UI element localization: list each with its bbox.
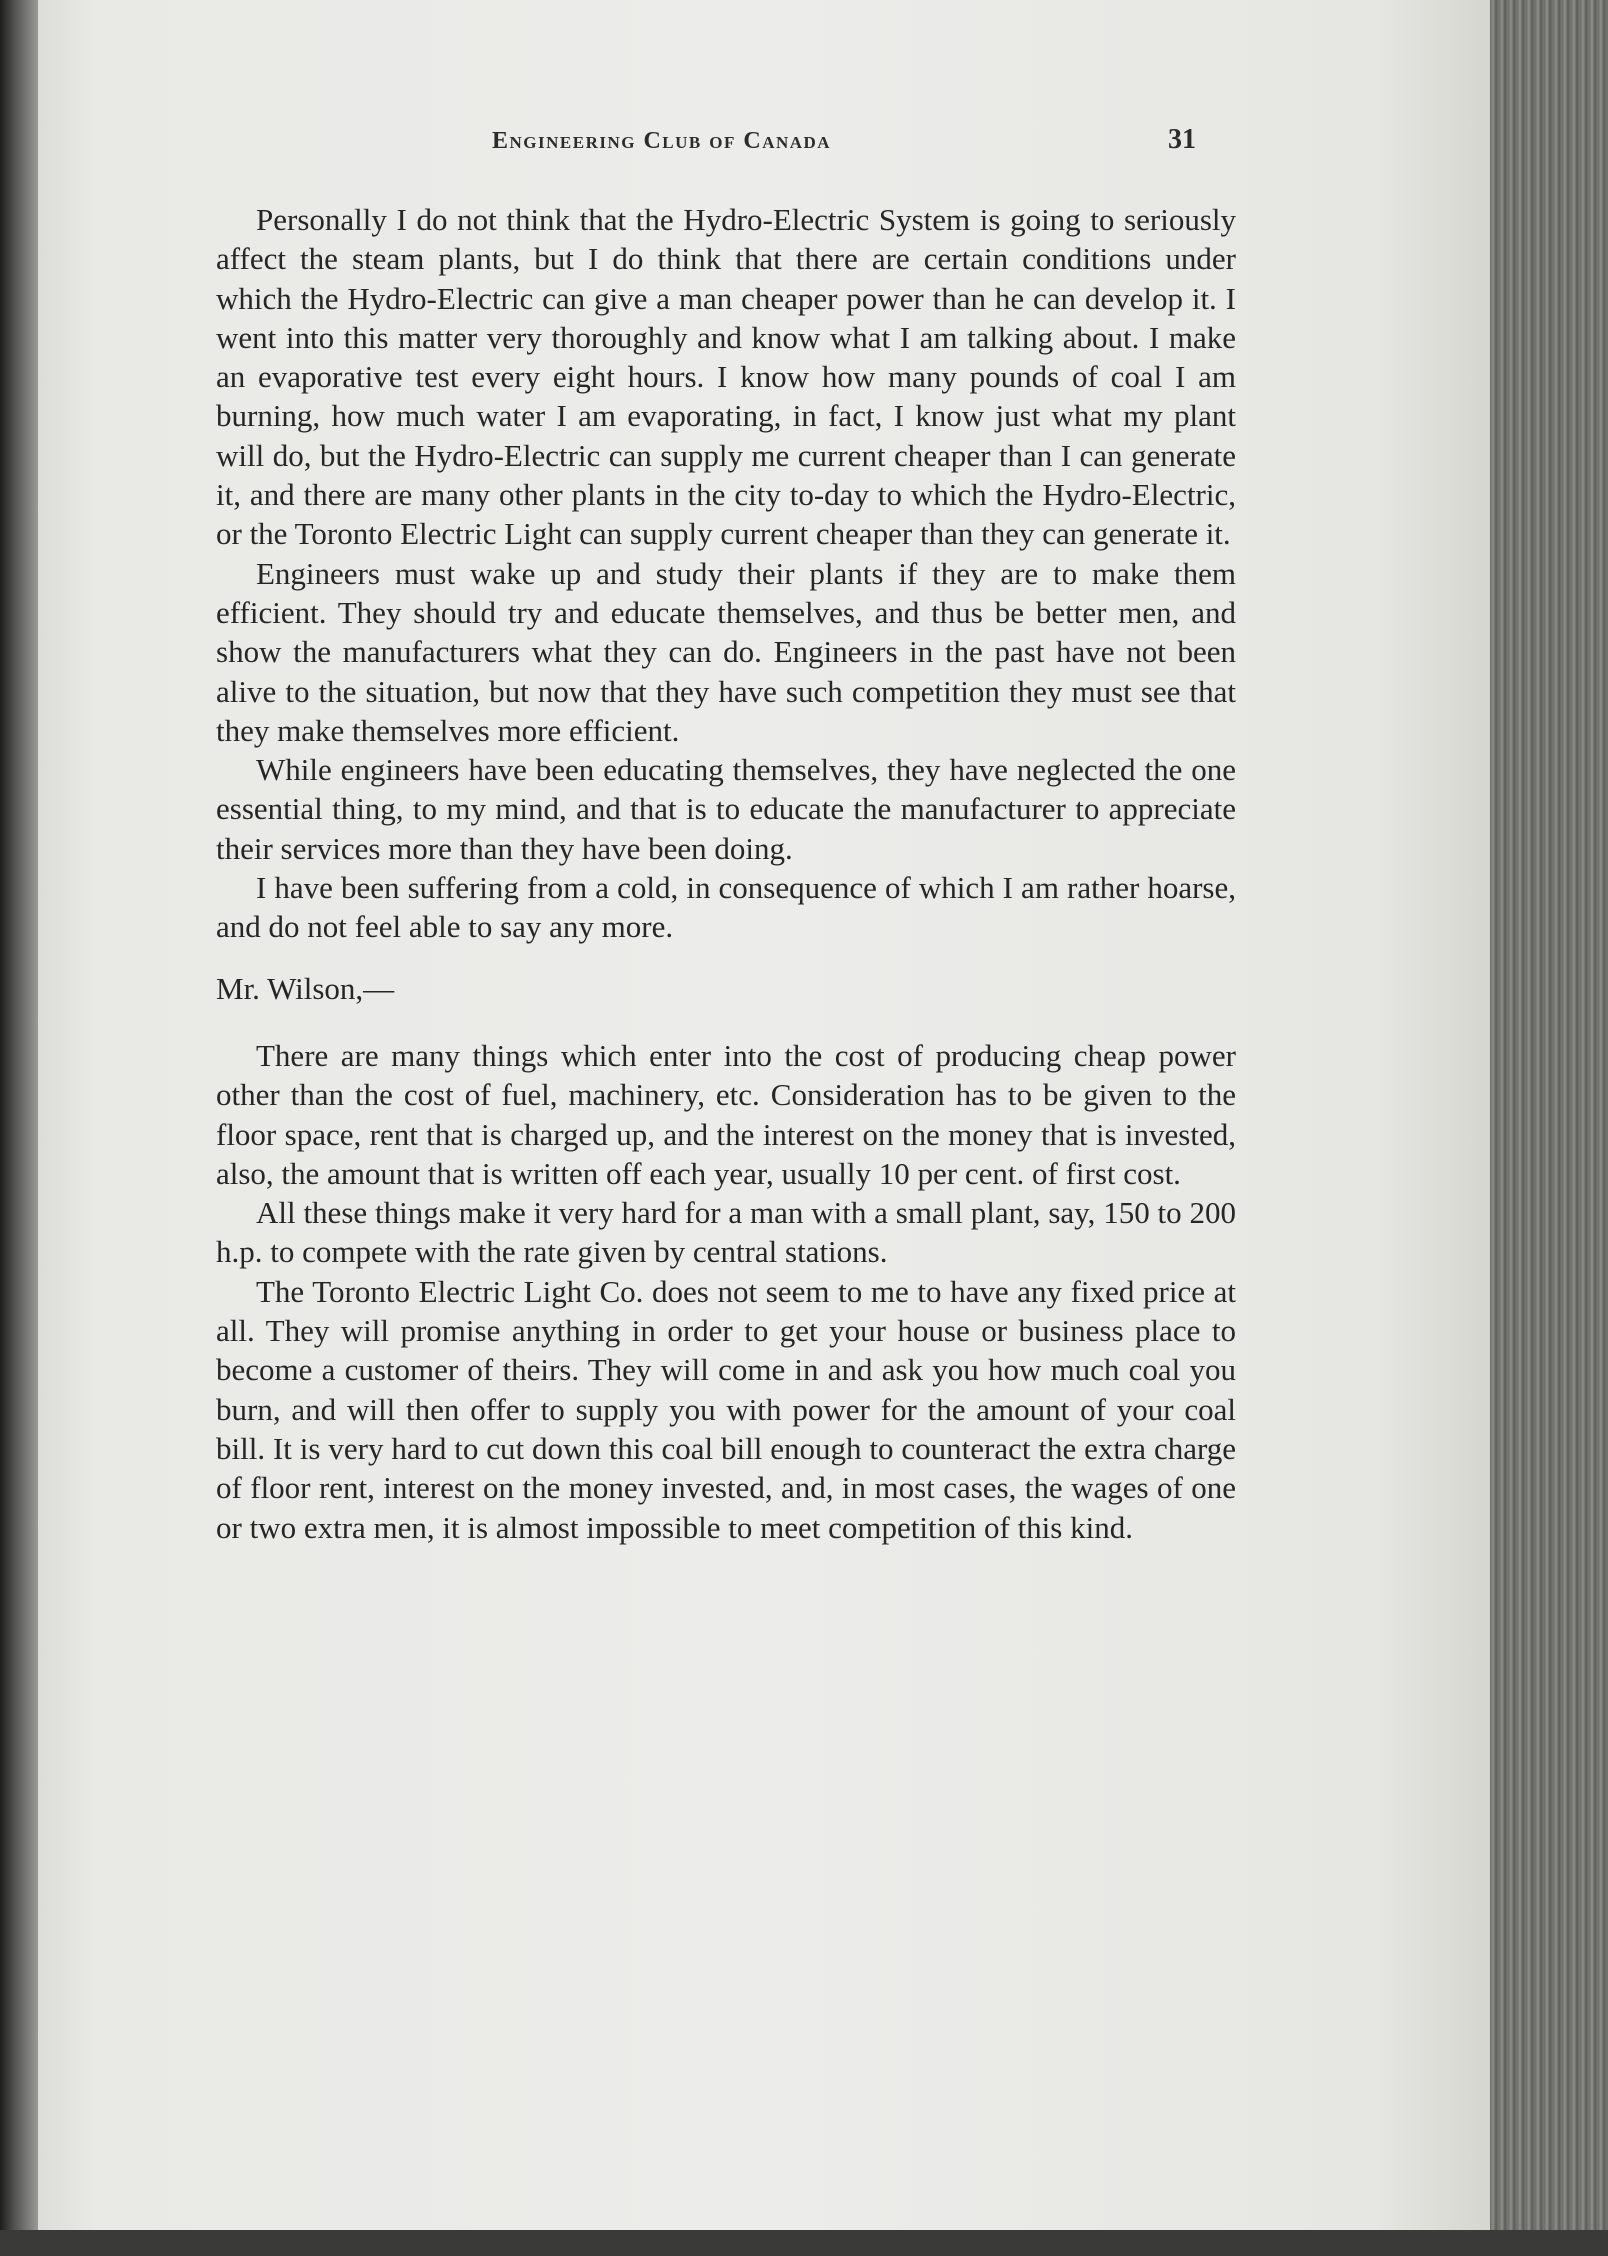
paragraph: There are many things which enter into the cost of producing cheap power other than the cost of fuel, machinery, etc. Consideration has to be given to the floor space, rent that is charged up, and the interest on the money that is invested, also, the amount that is written off each year, usually 10 per cent. of first cost. [216, 1037, 1236, 1191]
paragraph: Engineers must wake up and study their plants if they are to make them efficient. They should try and educate themselves, and thus be better men, and show the manufacturers what they can do. Engineers in the past have not been alive to the situation, but now that they have such competition they must see that they make themselves more efficient. [216, 555, 1236, 748]
paragraph: While engineers have been educating themselves, they have neglected the one essential thing, to my mind, and that is to educate the manufacturer to appreciate their services more than they have been doing. [216, 752, 1236, 866]
paragraph: Personally I do not think that the Hydro-Electric System is going to seriously affect the steam plants, but I do think that there are certain conditions under which the Hydro-Electric can give a man cheaper power than he can develop it. I went into this matter very thoroughly and know what I am talking about. I make an evaporative test every eight hours. I know how many pounds of coal I am burning, how much water I am evaporating, in fact, I know just what my plant will do, but the Hydro-Electric can supply me current cheaper than I can generate it, and there are many other plants in the city to-day to which the Hydro-Electric, or the Toronto Electric Light can supply current cheaper than they can generate it. [216, 202, 1236, 552]
paragraph: The Toronto Electric Light Co. does not seem to me to have any fixed price at all. They will promise anything in order to get your house or business place to become a customer of theirs. They will come in and ask you how much coal you burn, and will then offer to supply you with power for the amount of your coal bill. It is very hard to cut down this coal bill enough to counteract the extra charge of floor rent, interest on the money invested, and, in most cases, the wages of one or two extra men, it is almost impossible to meet competition of this kind. [216, 1273, 1236, 1545]
bottom-edge [0, 2230, 1608, 2256]
paragraph: All these things make it very hard for a man with a small plant, say, 150 to 200 h.p. to compete with the rate given by central stations. [216, 1195, 1236, 1270]
book-gutter [0, 0, 38, 2256]
speaker-heading: Mr. Wilson,— [216, 970, 395, 1006]
page-number: 31 [1168, 124, 1196, 155]
running-head: Engineering Club of Canada [492, 128, 832, 154]
paragraph: I have been suffering from a cold, in consequence of which I am rather hoarse, and do not feel able to say any more. [216, 870, 1236, 945]
page-edges [1490, 0, 1608, 2256]
body-text [216, 200, 1236, 1547]
